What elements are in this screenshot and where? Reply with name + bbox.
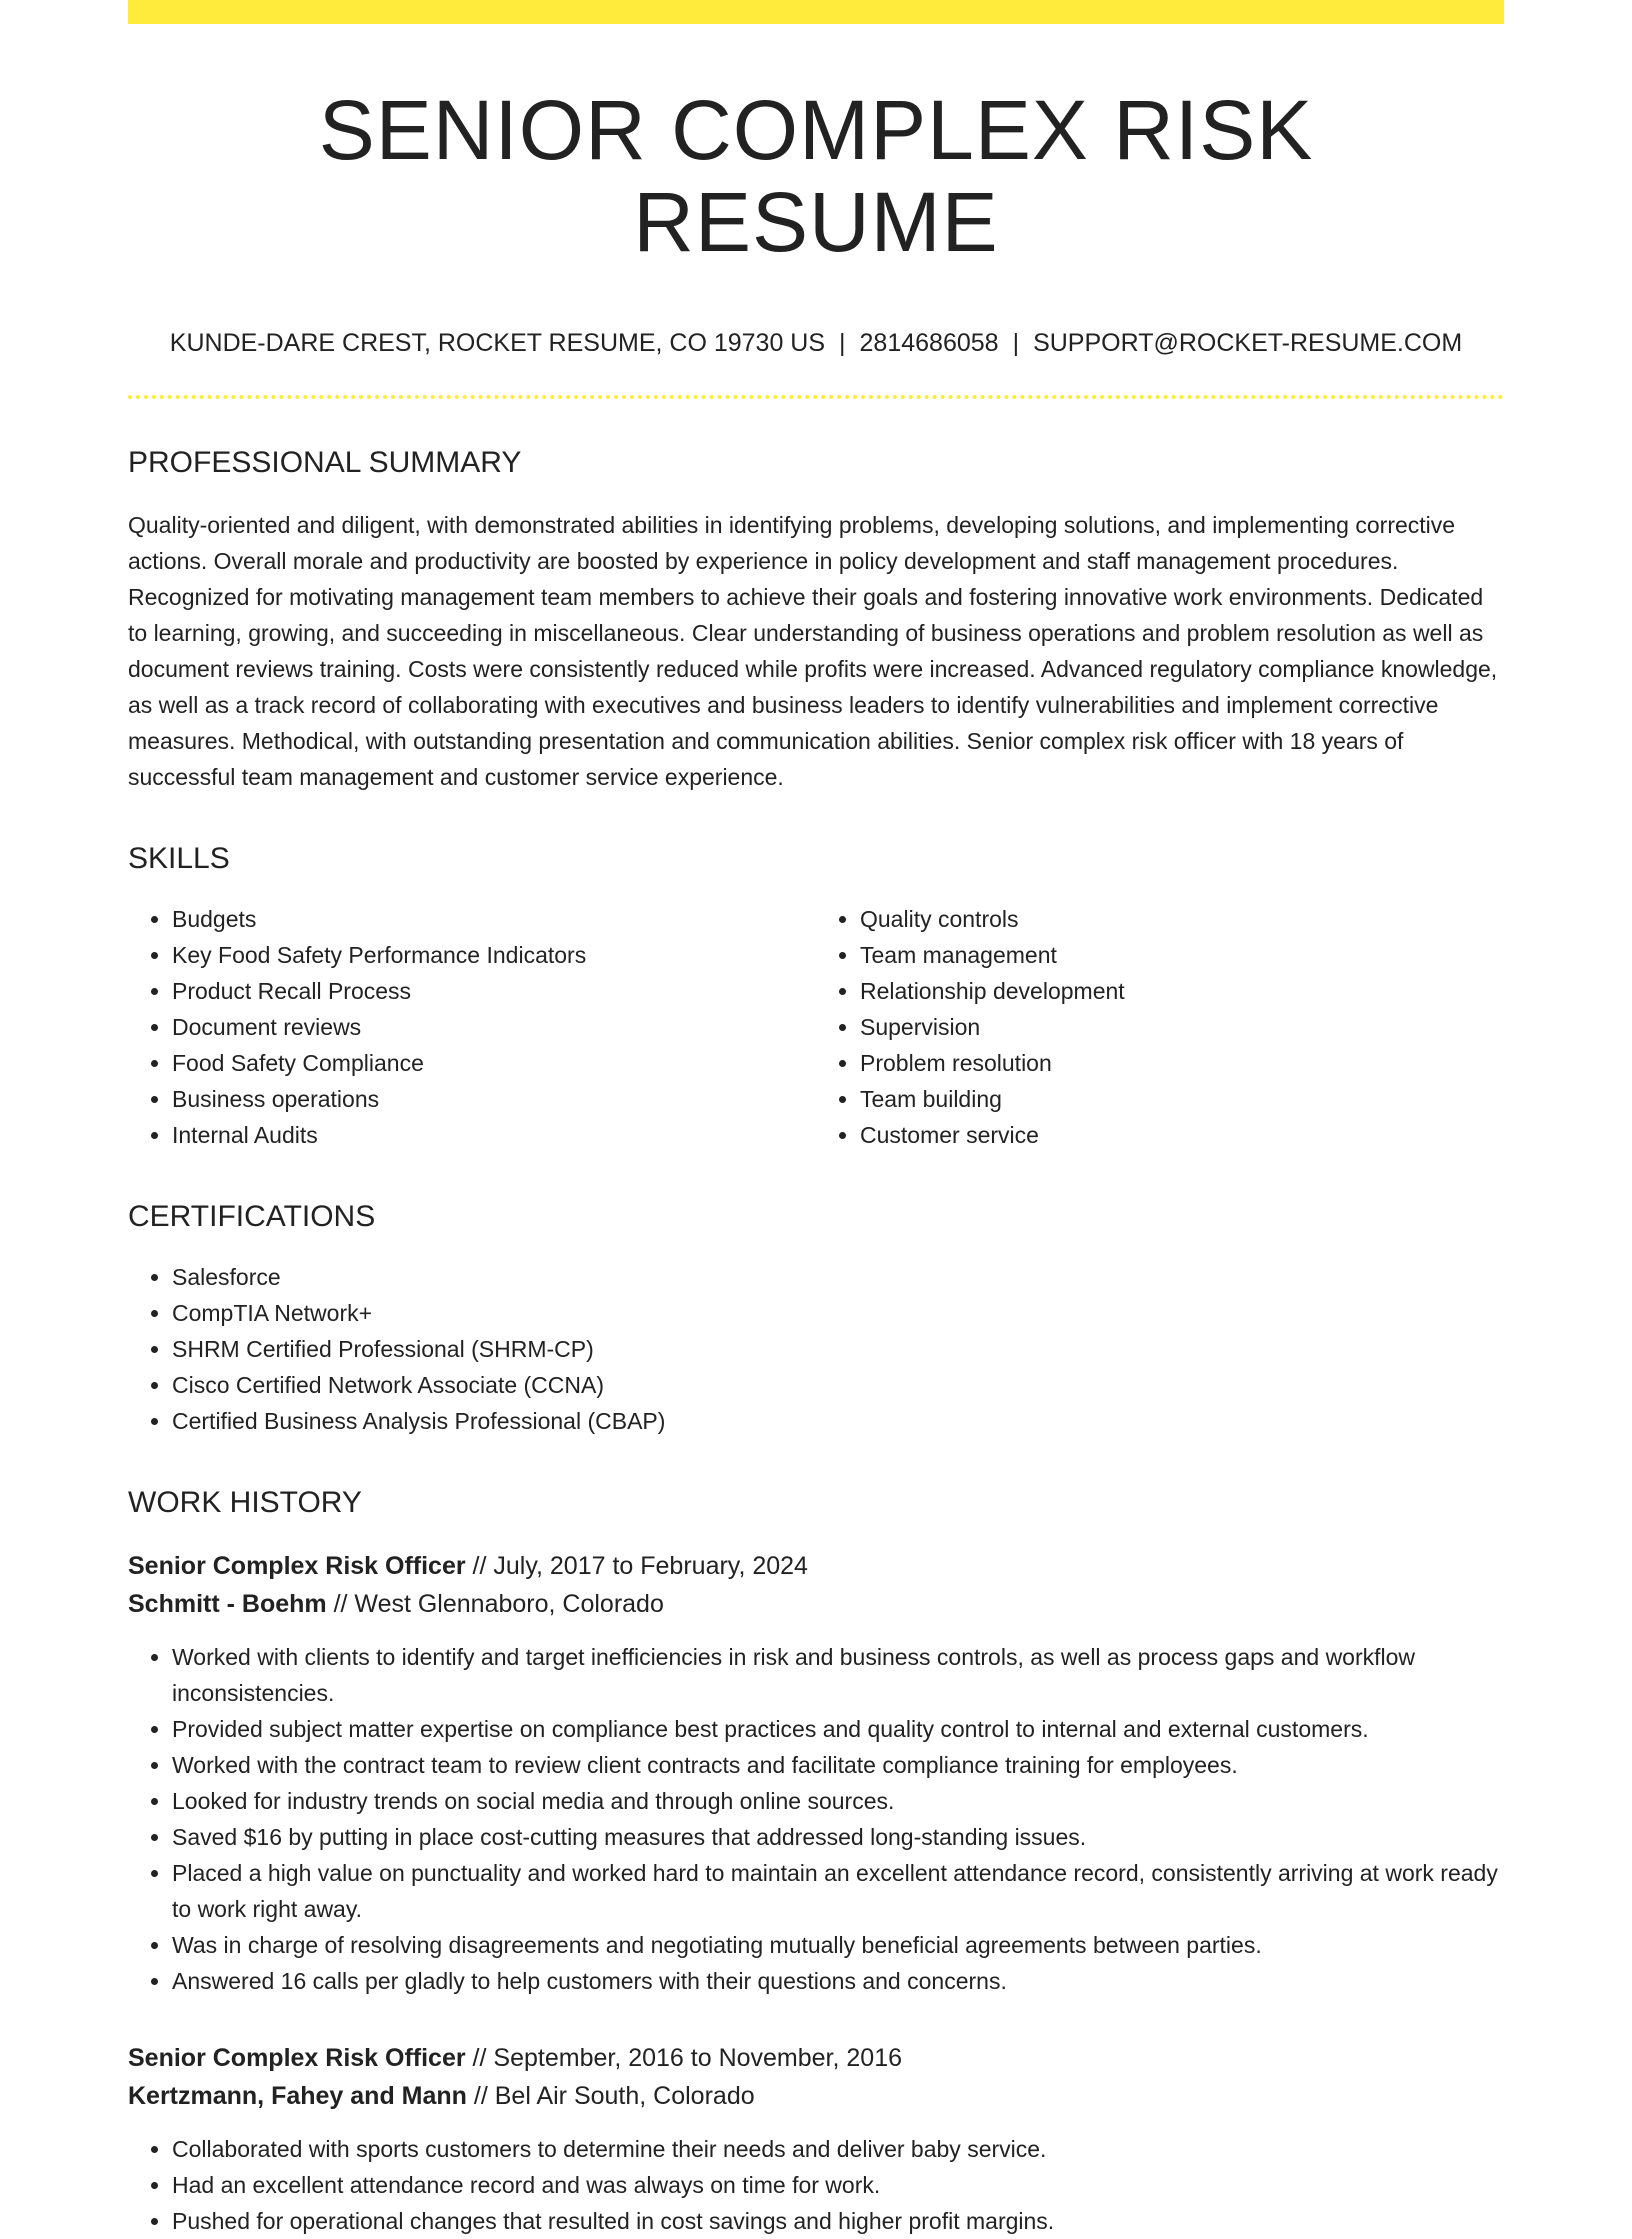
job-title-line — [128, 1547, 1504, 1585]
contact-email: SUPPORT@ROCKET-RESUME.COM — [1033, 328, 1463, 357]
job-entry — [128, 2039, 1504, 2239]
skill-item: • Team management — [860, 937, 1504, 973]
skills-list-right — [816, 901, 1504, 1153]
job-company: Kertzmann, Fahey and Mann — [128, 2082, 467, 2111]
summary-text: Quality-oriented and diligent, with demonstrated abilities in identifying problems, developing solutions, and implementing corrective actions. Overall morale and productivity are boosted by experience in policy development and staff management procedures. Recognized for motivating management team members to achieve their goals and fostering innovative work environments. Dedicated to learning, growing, and succeeding in miscellaneous. Clear understanding of business operations and problem resolution as well as document reviews training. Costs were consistently reduced while profits were increased. Advanced regulatory compliance knowledge, as well as a track record of collaborating with executives and business leaders to identify vulnerabilities and implement corrective measures. Methodical, with outstanding presentation and communication abilities. Senior complex risk officer with 18 years of successful team management and customer service experience. — [128, 512, 1498, 791]
certification-item: • CompTIA Network+ — [172, 1295, 1504, 1331]
accent-bar — [128, 0, 1504, 24]
skills-grid — [128, 877, 1504, 1153]
job-bullet: • Placed a high value on punctuality and worked hard to maintain an excellent attendance record, consistently arriving at work ready to work right away. — [172, 1855, 1504, 1927]
resume-page — [128, 0, 1504, 2239]
skills-heading: SKILLS — [128, 842, 230, 876]
job-bullets — [128, 2131, 1504, 2239]
skill-item: • Budgets — [172, 901, 816, 937]
job-bullets — [128, 1639, 1504, 1999]
skill-item: • Customer service — [860, 1117, 1504, 1153]
job-connector: // — [326, 1590, 355, 1619]
job-bullet: • Provided subject matter expertise on compliance best practices and quality control to internal and external customers. — [172, 1711, 1504, 1747]
job-location: West Glennaboro, Colorado — [354, 1590, 664, 1619]
job-connector: // — [465, 2044, 494, 2073]
job-bullet: • Answered 16 calls per gladly to help customers with their questions and concerns. — [172, 1963, 1504, 1999]
job-bullet: • Had an excellent attendance record and was always on time for work. — [172, 2167, 1504, 2203]
summary-heading: PROFESSIONAL SUMMARY — [128, 446, 522, 480]
job-bullet: • Was in charge of resolving disagreements and negotiating mutually beneficial agreements between parties. — [172, 1927, 1504, 1963]
job-bullet: • Saved $16 by putting in place cost-cutting measures that addressed long-standing issues. — [172, 1819, 1504, 1855]
job-role: Senior Complex Risk Officer — [128, 2044, 466, 2073]
job-title-line — [128, 2039, 1504, 2077]
job-bullet: • Collaborated with sports customers to determine their needs and deliver baby service. — [172, 2131, 1504, 2167]
work-history-heading: WORK HISTORY — [128, 1486, 362, 1520]
job-connector: // — [466, 2082, 495, 2111]
skill-item: • Problem resolution — [860, 1045, 1504, 1081]
certifications-list — [128, 1259, 1504, 1439]
job-dates: September, 2016 to November, 2016 — [493, 2044, 903, 2073]
job-role: Senior Complex Risk Officer — [128, 1552, 466, 1581]
job-company: Schmitt - Boehm — [128, 1590, 327, 1619]
job-bullet: • Worked with clients to identify and target inefficiencies in risk and business controls, as well as process gaps and workflow inconsistencies. — [172, 1639, 1504, 1711]
contact-separator: | — [1012, 328, 1020, 357]
skill-item: • Food Safety Compliance — [172, 1045, 816, 1081]
skill-item: • Key Food Safety Performance Indicators — [172, 937, 816, 973]
skill-item: • Business operations — [172, 1081, 816, 1117]
skills-list-left — [128, 901, 816, 1153]
skill-item: • Document reviews — [172, 1009, 816, 1045]
skill-item: • Internal Audits — [172, 1117, 816, 1153]
certification-item: • Cisco Certified Network Associate (CCNA) — [172, 1367, 1504, 1403]
job-location: Bel Air South, Colorado — [494, 2082, 755, 2111]
job-bullet: • Worked with the contract team to review client contracts and facilitate compliance training for employees. — [172, 1747, 1504, 1783]
certifications-heading: CERTIFICATIONS — [128, 1200, 376, 1234]
certification-item: • Certified Business Analysis Professional (CBAP) — [172, 1403, 1504, 1439]
skill-item: • Supervision — [860, 1009, 1504, 1045]
job-entry — [128, 1547, 1504, 1999]
skill-item: • Quality controls — [860, 901, 1504, 937]
skill-item: • Team building — [860, 1081, 1504, 1117]
job-company-line — [128, 2077, 1504, 2115]
job-bullet: • Pushed for operational changes that resulted in cost savings and higher profit margins. — [172, 2203, 1504, 2239]
header-divider — [128, 395, 1504, 399]
job-connector: // — [465, 1552, 494, 1581]
job-company-line — [128, 1585, 1504, 1623]
resume-title: SENIOR COMPLEX RISK RESUME — [318, 83, 1314, 270]
contact-address: KUNDE-DARE CREST, ROCKET RESUME, CO 19730 US — [169, 328, 826, 357]
skill-item: • Relationship development — [860, 973, 1504, 1009]
contact-line — [128, 327, 1504, 360]
contact-phone: 2814686058 — [859, 328, 999, 357]
skill-item: • Product Recall Process — [172, 973, 816, 1009]
contact-separator: | — [839, 328, 846, 357]
job-dates: July, 2017 to February, 2024 — [493, 1552, 808, 1581]
certification-item: • SHRM Certified Professional (SHRM-CP) — [172, 1331, 1504, 1367]
job-bullet: • Looked for industry trends on social media and through online sources. — [172, 1783, 1504, 1819]
certification-item: • Salesforce — [172, 1259, 1504, 1295]
